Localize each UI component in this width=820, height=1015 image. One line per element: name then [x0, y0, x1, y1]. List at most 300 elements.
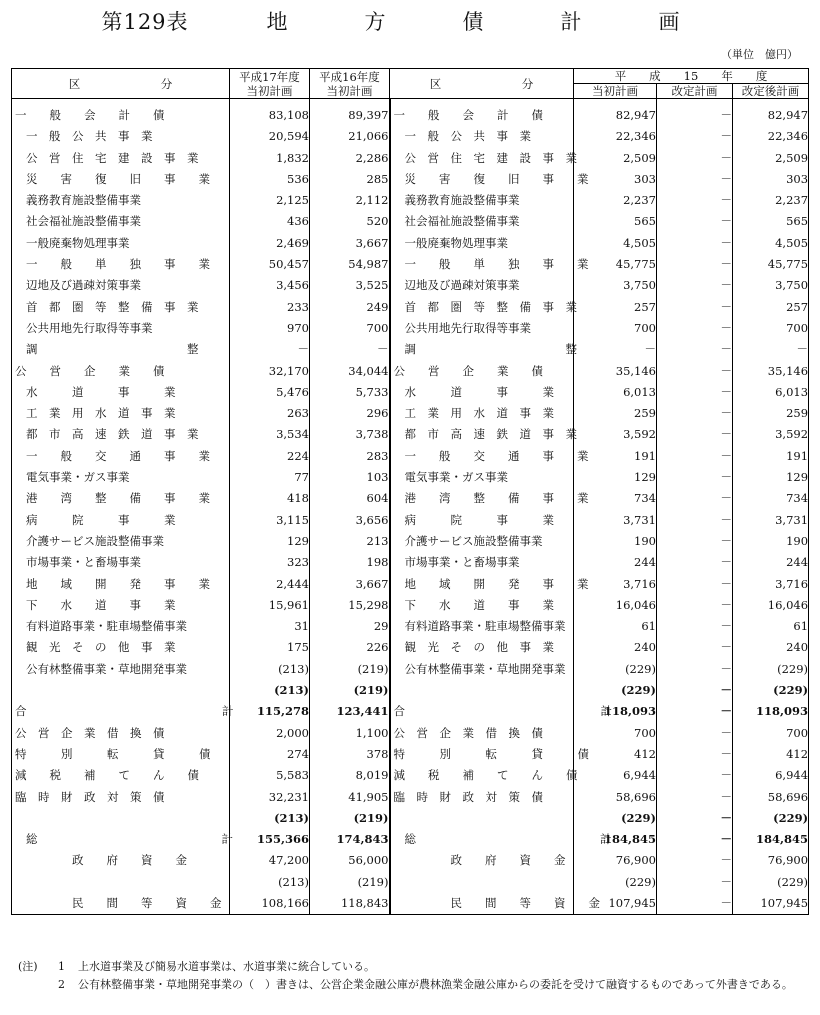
row-label-left: 調 整 — [12, 339, 230, 360]
row-label-left: 公 営 企 業 借 換 債 — [12, 723, 230, 744]
value-h16: 21,066 — [310, 126, 390, 147]
value-h17: 1,832 — [230, 148, 310, 169]
table-row — [12, 211, 809, 232]
value-h16: 378 — [310, 744, 390, 765]
row-label-right: 水 道 事 業 — [390, 382, 574, 403]
value-h15-revised: － — [657, 339, 733, 360]
header-kubun-right: 区 分 — [390, 69, 574, 99]
value-h15-revised: － — [657, 382, 733, 403]
value-h15-after: 3,592 — [733, 424, 809, 445]
table-row — [12, 787, 809, 808]
value-h17: (213) — [230, 808, 310, 829]
title-char: 債 — [462, 10, 485, 34]
value-h15-revised: － — [657, 275, 733, 296]
header-h15: 平 成 15 年 度 — [574, 69, 809, 84]
value-h16: 174,843 — [310, 829, 390, 850]
value-h15-revised: － — [657, 574, 733, 595]
row-label-left: 政 府 資 金 — [12, 850, 230, 871]
row-label-right — [390, 872, 574, 893]
row-label-right — [390, 680, 574, 701]
value-h15-after: 700 — [733, 318, 809, 339]
table-row — [12, 552, 809, 573]
table-row — [12, 850, 809, 871]
value-h15-initial: 82,947 — [574, 99, 657, 127]
row-label-left: 市場事業・と畜場事業 — [12, 552, 230, 573]
value-h15-revised: － — [657, 467, 733, 488]
row-label-right: 社会福祉施設整備事業 — [390, 211, 574, 232]
value-h15-initial: 35,146 — [574, 361, 657, 382]
table-row — [12, 765, 809, 786]
row-label-left: 地 域 開 発 事 業 — [12, 574, 230, 595]
value-h15-revised: － — [657, 510, 733, 531]
value-h15-revised: － — [657, 637, 733, 658]
table-row — [12, 297, 809, 318]
table-number: 第129表 — [101, 10, 189, 34]
value-h15-revised: － — [657, 254, 733, 275]
row-label-right: 首 都 圏 等 整 備 事 業 — [390, 297, 574, 318]
value-h16: 226 — [310, 637, 390, 658]
value-h15-initial: 240 — [574, 637, 657, 658]
row-label-right: 合 計 — [390, 701, 574, 722]
value-h17: 2,444 — [230, 574, 310, 595]
value-h17: 418 — [230, 488, 310, 509]
value-h15-revised: － — [657, 169, 733, 190]
value-h17: (213) — [230, 659, 310, 680]
table-row — [12, 424, 809, 445]
value-h16: (219) — [310, 659, 390, 680]
value-h16: 2,112 — [310, 190, 390, 211]
value-h17: 274 — [230, 744, 310, 765]
value-h15-revised: － — [657, 744, 733, 765]
row-label-right: 都 市 高 速 鉄 道 事 業 — [390, 424, 574, 445]
title-char: 計 — [560, 10, 583, 34]
value-h17: 129 — [230, 531, 310, 552]
value-h15-after: 700 — [733, 723, 809, 744]
value-h17: 31 — [230, 616, 310, 637]
value-h15-after: 45,775 — [733, 254, 809, 275]
value-h16: 3,738 — [310, 424, 390, 445]
row-label-left: 臨 時 財 政 対 策 債 — [12, 787, 230, 808]
row-label-right: 一 般 会 計 債 — [390, 99, 574, 127]
value-h16: 604 — [310, 488, 390, 509]
value-h15-revised: － — [657, 403, 733, 424]
value-h15-after: 190 — [733, 531, 809, 552]
value-h15-after: 257 — [733, 297, 809, 318]
value-h17: 2,125 — [230, 190, 310, 211]
value-h15-after: 76,900 — [733, 850, 809, 871]
row-label-left — [12, 680, 230, 701]
row-label-left — [12, 808, 230, 829]
value-h15-revised: － — [657, 126, 733, 147]
table-row — [12, 148, 809, 169]
value-h17: 970 — [230, 318, 310, 339]
value-h16: 41,905 — [310, 787, 390, 808]
value-h15-after: 6,944 — [733, 765, 809, 786]
row-label-left: 介護サービス施設整備事業 — [12, 531, 230, 552]
header-h15-after: 改定後計画 — [733, 84, 809, 99]
table-row — [12, 616, 809, 637]
row-label-left: 首 都 圏 等 整 備 事 業 — [12, 297, 230, 318]
value-h17: 3,456 — [230, 275, 310, 296]
row-label-right: 公 営 企 業 借 換 債 — [390, 723, 574, 744]
row-label-right: 電気事業・ガス事業 — [390, 467, 574, 488]
value-h15-revised: － — [657, 361, 733, 382]
table-row — [12, 275, 809, 296]
value-h15-revised: － — [657, 701, 733, 722]
row-label-left: 民 間 等 資 金 — [12, 893, 230, 915]
value-h17: 224 — [230, 446, 310, 467]
page-title — [0, 6, 820, 36]
header-h17 — [230, 69, 310, 99]
table-row — [12, 531, 809, 552]
table-row — [12, 808, 809, 829]
value-h15-initial: 16,046 — [574, 595, 657, 616]
table-row — [12, 254, 809, 275]
notes — [18, 958, 818, 994]
value-h16: 700 — [310, 318, 390, 339]
value-h15-revised: － — [657, 872, 733, 893]
row-label-right — [390, 808, 574, 829]
value-h16: 1,100 — [310, 723, 390, 744]
value-h17: 32,170 — [230, 361, 310, 382]
value-h15-initial: 191 — [574, 446, 657, 467]
value-h15-initial: 734 — [574, 488, 657, 509]
value-h16: 296 — [310, 403, 390, 424]
row-label-left: 特 別 転 貸 債 — [12, 744, 230, 765]
value-h15-after: 2,509 — [733, 148, 809, 169]
value-h15-initial: 184,845 — [574, 829, 657, 850]
table-row — [12, 403, 809, 424]
value-h17: 5,583 — [230, 765, 310, 786]
header-h15-initial: 当初計画 — [574, 84, 657, 99]
value-h17: 233 — [230, 297, 310, 318]
value-h17: 50,457 — [230, 254, 310, 275]
row-label-right: 市場事業・と畜場事業 — [390, 552, 574, 573]
value-h15-initial: (229) — [574, 659, 657, 680]
value-h15-initial: 3,731 — [574, 510, 657, 531]
value-h15-revised: － — [657, 424, 733, 445]
value-h15-revised: － — [657, 595, 733, 616]
value-h15-initial: 61 — [574, 616, 657, 637]
value-h16: 198 — [310, 552, 390, 573]
value-h16: 89,397 — [310, 99, 390, 127]
value-h16: 3,656 — [310, 510, 390, 531]
value-h15-initial: 3,592 — [574, 424, 657, 445]
value-h16: 3,525 — [310, 275, 390, 296]
value-h15-after: 184,845 — [733, 829, 809, 850]
value-h16: 56,000 — [310, 850, 390, 871]
value-h15-initial: 190 — [574, 531, 657, 552]
row-label-right: 一 般 交 通 事 業 — [390, 446, 574, 467]
header-h16 — [310, 69, 390, 99]
value-h15-initial: 58,696 — [574, 787, 657, 808]
value-h17: 155,366 — [230, 829, 310, 850]
value-h15-after: 259 — [733, 403, 809, 424]
value-h16: 123,441 — [310, 701, 390, 722]
value-h16: 3,667 — [310, 574, 390, 595]
value-h17: 2,469 — [230, 233, 310, 254]
unit-label: （単位 億円） — [721, 48, 798, 61]
row-label-left: 減 税 補 て ん 債 — [12, 765, 230, 786]
table-body — [12, 99, 809, 915]
bond-plan-table — [11, 68, 809, 915]
value-h15-after: 16,046 — [733, 595, 809, 616]
value-h15-revised: － — [657, 552, 733, 573]
value-h15-revised: － — [657, 148, 733, 169]
value-h15-initial: 6,013 — [574, 382, 657, 403]
row-label-right: 地 域 開 発 事 業 — [390, 574, 574, 595]
value-h15-after: 3,716 — [733, 574, 809, 595]
row-label-left: 一 般 会 計 債 — [12, 99, 230, 127]
value-h15-revised: － — [657, 893, 733, 915]
row-label-left: 港 湾 整 備 事 業 — [12, 488, 230, 509]
value-h15-after: － — [733, 339, 809, 360]
table-row — [12, 169, 809, 190]
value-h15-revised: － — [657, 531, 733, 552]
row-label-left: 公 営 住 宅 建 設 事 業 — [12, 148, 230, 169]
value-h15-initial: 129 — [574, 467, 657, 488]
value-h15-initial: 22,346 — [574, 126, 657, 147]
value-h15-revised: － — [657, 99, 733, 127]
value-h15-initial: 2,237 — [574, 190, 657, 211]
row-label-right: 公 営 企 業 債 — [390, 361, 574, 382]
row-label-left: 水 道 事 業 — [12, 382, 230, 403]
value-h17: 3,115 — [230, 510, 310, 531]
row-label-left: 公 営 企 業 債 — [12, 361, 230, 382]
row-label-right: 工 業 用 水 道 事 業 — [390, 403, 574, 424]
value-h15-revised: － — [657, 190, 733, 211]
row-label-left: 有料道路事業・駐車場整備事業 — [12, 616, 230, 637]
title-char: 方 — [364, 10, 387, 34]
row-label-right: 減 税 補 て ん 債 — [390, 765, 574, 786]
value-h15-after: 3,750 — [733, 275, 809, 296]
value-h17: 536 — [230, 169, 310, 190]
value-h15-initial: 303 — [574, 169, 657, 190]
row-label-right: 介護サービス施設整備事業 — [390, 531, 574, 552]
header-kubun-left: 区 分 — [12, 69, 230, 99]
row-label-left: 合 計 — [12, 701, 230, 722]
value-h17: 108,166 — [230, 893, 310, 915]
value-h15-after: 191 — [733, 446, 809, 467]
table-row — [12, 510, 809, 531]
title-char: 地 — [266, 10, 289, 34]
value-h16: 118,843 — [310, 893, 390, 915]
value-h16: 34,044 — [310, 361, 390, 382]
value-h16: 520 — [310, 211, 390, 232]
value-h15-after: 35,146 — [733, 361, 809, 382]
row-label-right: 臨 時 財 政 対 策 債 — [390, 787, 574, 808]
header-h17-text: 平成17年度 当初計画 — [239, 69, 300, 98]
value-h15-after: 2,237 — [733, 190, 809, 211]
table-row — [12, 382, 809, 403]
value-h15-revised: － — [657, 680, 733, 701]
value-h15-revised: － — [657, 659, 733, 680]
value-h15-after: 22,346 — [733, 126, 809, 147]
value-h17: 47,200 — [230, 850, 310, 871]
value-h15-after: 107,945 — [733, 893, 809, 915]
value-h17: 5,476 — [230, 382, 310, 403]
header-h15-revised: 改定計画 — [657, 84, 733, 99]
value-h15-initial: 565 — [574, 211, 657, 232]
value-h15-initial: 45,775 — [574, 254, 657, 275]
row-label-right: 一 般 単 独 事 業 — [390, 254, 574, 275]
value-h15-initial: － — [574, 339, 657, 360]
value-h17: 115,278 — [230, 701, 310, 722]
value-h15-after: 244 — [733, 552, 809, 573]
value-h15-after: 61 — [733, 616, 809, 637]
table-row — [12, 446, 809, 467]
table-row — [12, 701, 809, 722]
value-h15-revised: － — [657, 297, 733, 318]
row-label-right: 公共用地先行取得等事業 — [390, 318, 574, 339]
value-h15-revised: － — [657, 829, 733, 850]
value-h16: － — [310, 339, 390, 360]
notes-label: (注) — [18, 960, 38, 973]
value-h15-initial: (229) — [574, 808, 657, 829]
row-label-left: 公有林整備事業・草地開発事業 — [12, 659, 230, 680]
value-h15-after: 129 — [733, 467, 809, 488]
table-row — [12, 361, 809, 382]
value-h15-after: (229) — [733, 872, 809, 893]
value-h15-revised: － — [657, 723, 733, 744]
row-label-right: 総 計 — [390, 829, 574, 850]
row-label-right: 病 院 事 業 — [390, 510, 574, 531]
row-label-right: 災 害 復 旧 事 業 — [390, 169, 574, 190]
row-label-left: 工 業 用 水 道 事 業 — [12, 403, 230, 424]
value-h17: 323 — [230, 552, 310, 573]
value-h16: 8,019 — [310, 765, 390, 786]
value-h15-revised: － — [657, 318, 733, 339]
value-h15-initial: 412 — [574, 744, 657, 765]
title-char: 画 — [658, 10, 681, 34]
row-label-left: 公共用地先行取得等事業 — [12, 318, 230, 339]
table-row — [12, 872, 809, 893]
row-label-left: 辺地及び過疎対策事業 — [12, 275, 230, 296]
value-h16: 249 — [310, 297, 390, 318]
value-h17: 175 — [230, 637, 310, 658]
row-label-right: 下 水 道 事 業 — [390, 595, 574, 616]
table-row — [12, 637, 809, 658]
row-label-left: 災 害 復 旧 事 業 — [12, 169, 230, 190]
row-label-left: 義務教育施設整備事業 — [12, 190, 230, 211]
value-h15-initial: 6,944 — [574, 765, 657, 786]
value-h16: 15,298 — [310, 595, 390, 616]
table-row — [12, 574, 809, 595]
row-label-right: 一般廃棄物処理事業 — [390, 233, 574, 254]
value-h17: － — [230, 339, 310, 360]
value-h15-after: 734 — [733, 488, 809, 509]
value-h17: (213) — [230, 872, 310, 893]
value-h16: 213 — [310, 531, 390, 552]
value-h15-after: 565 — [733, 211, 809, 232]
value-h16: 2,286 — [310, 148, 390, 169]
value-h16: (219) — [310, 680, 390, 701]
row-label-left: 電気事業・ガス事業 — [12, 467, 230, 488]
row-label-right: 港 湾 整 備 事 業 — [390, 488, 574, 509]
value-h16: 285 — [310, 169, 390, 190]
row-label-right: 一 般 公 共 事 業 — [390, 126, 574, 147]
row-label-right: 民 間 等 資 金 — [390, 893, 574, 915]
value-h15-initial: 3,750 — [574, 275, 657, 296]
table-row — [12, 99, 809, 127]
value-h17: 2,000 — [230, 723, 310, 744]
table-row — [12, 190, 809, 211]
value-h16: 5,733 — [310, 382, 390, 403]
value-h15-revised: － — [657, 446, 733, 467]
value-h15-initial: 257 — [574, 297, 657, 318]
value-h17: 20,594 — [230, 126, 310, 147]
value-h15-initial: 244 — [574, 552, 657, 573]
value-h16: (219) — [310, 808, 390, 829]
value-h15-revised: － — [657, 211, 733, 232]
value-h15-revised: － — [657, 233, 733, 254]
row-label-right: 公有林整備事業・草地開発事業 — [390, 659, 574, 680]
value-h15-revised: － — [657, 616, 733, 637]
table-row — [12, 744, 809, 765]
value-h15-after: 6,013 — [733, 382, 809, 403]
value-h15-initial: 3,716 — [574, 574, 657, 595]
row-label-left: 総 計 — [12, 829, 230, 850]
row-label-right: 辺地及び過疎対策事業 — [390, 275, 574, 296]
row-label-right: 特 別 転 貸 債 — [390, 744, 574, 765]
table-row — [12, 318, 809, 339]
value-h15-revised: － — [657, 808, 733, 829]
value-h16: 54,987 — [310, 254, 390, 275]
table-row — [12, 829, 809, 850]
value-h15-after: 118,093 — [733, 701, 809, 722]
table-row — [12, 659, 809, 680]
table-row — [12, 893, 809, 915]
row-label-left: 都 市 高 速 鉄 道 事 業 — [12, 424, 230, 445]
value-h15-after: 3,731 — [733, 510, 809, 531]
note-number: 2 — [58, 978, 65, 991]
row-label-left: 下 水 道 事 業 — [12, 595, 230, 616]
value-h16: (219) — [310, 872, 390, 893]
value-h15-initial: 2,509 — [574, 148, 657, 169]
table-row — [12, 488, 809, 509]
value-h15-revised: － — [657, 765, 733, 786]
value-h17: 436 — [230, 211, 310, 232]
table-row — [12, 723, 809, 744]
row-label-right: 有料道路事業・駐車場整備事業 — [390, 616, 574, 637]
value-h17: 3,534 — [230, 424, 310, 445]
value-h15-after: 58,696 — [733, 787, 809, 808]
value-h15-initial: 76,900 — [574, 850, 657, 871]
row-label-left: 一 般 公 共 事 業 — [12, 126, 230, 147]
value-h16: 283 — [310, 446, 390, 467]
table-row — [12, 126, 809, 147]
value-h15-after: (229) — [733, 659, 809, 680]
note-text: 上水道事業及び簡易水道事業は、水道事業に統合している。 — [78, 960, 375, 973]
value-h15-after: (229) — [733, 808, 809, 829]
value-h15-after: 303 — [733, 169, 809, 190]
table-row — [12, 680, 809, 701]
value-h15-after: 82,947 — [733, 99, 809, 127]
value-h15-revised: － — [657, 850, 733, 871]
table-row — [12, 339, 809, 360]
value-h15-initial: 259 — [574, 403, 657, 424]
table-row — [12, 595, 809, 616]
row-label-left: 一般廃棄物処理事業 — [12, 233, 230, 254]
row-label-left: 社会福祉施設整備事業 — [12, 211, 230, 232]
header-h16-text: 平成16年度 当初計画 — [319, 69, 380, 98]
value-h15-initial: 118,093 — [574, 701, 657, 722]
row-label-right: 観 光 そ の 他 事 業 — [390, 637, 574, 658]
value-h17: 32,231 — [230, 787, 310, 808]
value-h16: 103 — [310, 467, 390, 488]
value-h15-initial: 4,505 — [574, 233, 657, 254]
value-h15-initial: 700 — [574, 723, 657, 744]
